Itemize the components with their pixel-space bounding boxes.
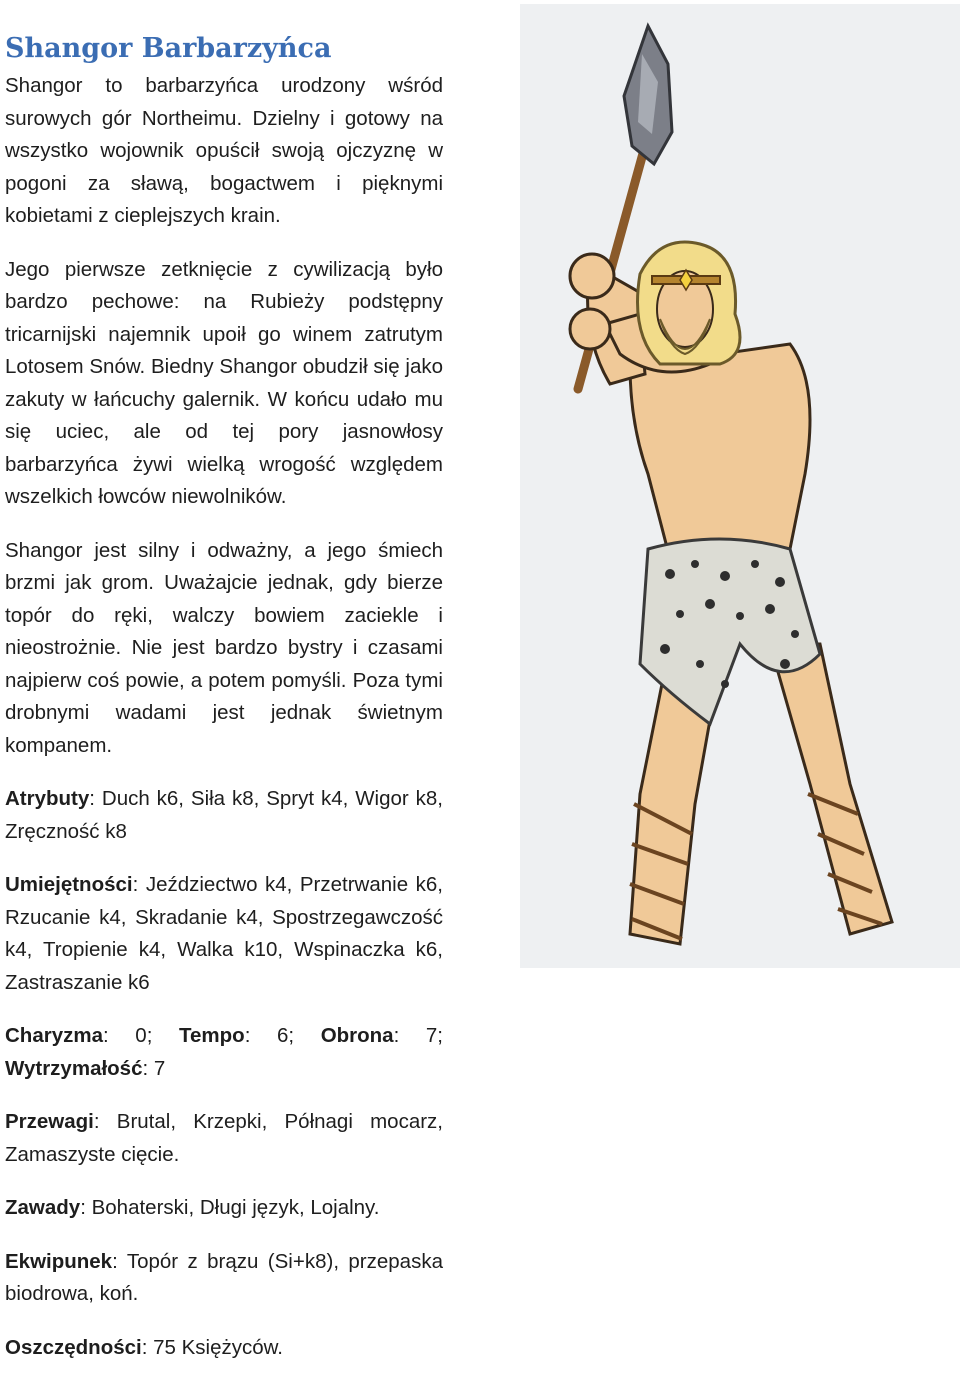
right-leg — [770, 644, 892, 934]
pace-label: Tempo — [179, 1024, 245, 1047]
barbarian-illustration — [520, 4, 960, 968]
intro-paragraph-2: Jego pierwsze zetknięcie z cywilizacją było bardzo pechowe: na Rubieży podstępny tricarnijski najemnik upoił go winem zatrutym Lotosem Snów. Biedny Shangor obudził się jako zakuty w łańcuchy galernik. W końcu udało mu się uciec, ale od tej pory jasnowłosy barbarzyńca żywi wielką wrogość względem wszelkich łowców niewolników. — [5, 257, 443, 508]
character-title: Shangor Barbarzyńca — [5, 33, 332, 64]
edges-line — [5, 1106, 443, 1171]
derived-stats-line — [5, 1020, 443, 1085]
hindrances-line — [5, 1192, 443, 1225]
edges-value: : Brutal, Krzepki, Półnagi mocarz, Zamaszyste cięcie. — [5, 1110, 443, 1166]
attributes-value: : Duch k6, Siła k8, Spryt k4, Wigor k8, Zręczność k8 — [5, 787, 443, 843]
parry-label: Obrona — [320, 1024, 394, 1047]
hindrances-label: Zawady — [5, 1196, 81, 1219]
torso — [630, 344, 810, 559]
toughness-value: : 7 — [142, 1056, 166, 1080]
attributes-line — [5, 783, 443, 848]
upper-fist — [570, 254, 614, 298]
hindrances-value: : Bohaterski, Długi język, Lojalny. — [80, 1196, 380, 1219]
charisma-value: : 0; — [103, 1024, 179, 1047]
skills-value: : Jeździectwo k4, Przetrwanie k6, Rzucanie k4, Skradanie k4, Spostrzegawczość k4, Tropienie k4, Walka k10, Wspinaczka k6, Zastraszanie k6 — [5, 873, 443, 994]
charisma-label: Charyzma — [5, 1024, 103, 1047]
gear-label: Ekwipunek — [5, 1249, 113, 1273]
savings-value: : 75 Księżyców. — [141, 1335, 284, 1359]
intro-paragraph-1: Shangor to barbarzyńca urodzony wśród surowych gór Northeimu. Dzielny i gotowy na wszystko wojownik opuścił swoją ojczyznę w pogoni za sławą, bogactwem i pięknymi kobietami z cieplejszych krain. — [5, 74, 443, 227]
pace-value: : 6; — [244, 1024, 321, 1047]
savings-label: Oszczędności — [5, 1335, 142, 1359]
gear-value: : Topór z brązu (Si+k8), przepaska biodrowa, koń. — [5, 1249, 443, 1305]
skills-line — [5, 869, 443, 999]
lower-fist — [570, 309, 610, 349]
intro-paragraph-3: Shangor jest silny i odważny, a jego śmiech brzmi jak grom. Uważajcie jednak, gdy bierze topór do ręki, walczy bowiem zaciekle i nieostrożnie. Nie jest bardzo bystry i czasami najpierw coś powie, a potem pomyśli. Poza tymi drobnymi wadami jest jednak świetnym kompanem. — [5, 538, 443, 757]
edges-label: Przewagi — [5, 1110, 94, 1133]
text-column — [5, 30, 443, 1385]
skills-label: Umiejętności — [5, 873, 133, 896]
parry-value: : 7; — [393, 1024, 443, 1047]
barbarian-figure — [520, 4, 960, 968]
savings-line — [5, 1332, 443, 1365]
gear-line — [5, 1246, 443, 1311]
attributes-label: Atrybuty — [5, 787, 90, 810]
toughness-label: Wytrzymałość — [5, 1056, 143, 1080]
